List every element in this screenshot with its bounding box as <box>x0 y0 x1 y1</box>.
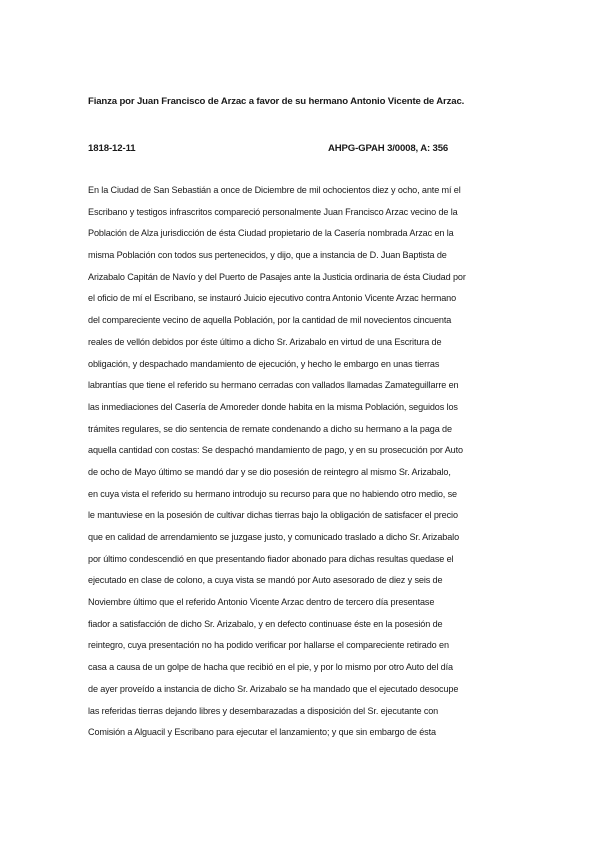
body-text-line: Escribano y testigos infrascritos compareció personalmente Juan Francisco Arzac vecino de la <box>88 206 458 217</box>
body-text-line: por último condescendió en que presentando fiador abonado para dichas resultas quedase el <box>88 553 454 564</box>
body-text-line: de ocho de Mayo último se mandó dar y se dio posesión de reintegro al mismo Sr. Arizabalo, <box>88 466 451 477</box>
body-text-line: casa a causa de un golpe de hacha que recibió en el pie, y por lo mismo por otro Auto del día <box>88 662 453 673</box>
body-text-line: le mantuviese en la posesión de cultivar dichas tierras bajo la obligación de satisfacer el precio <box>88 510 458 521</box>
body-text-line: el oficio de mí el Escribano, se instauró Juicio ejecutivo contra Antonio Vicente Arzac hermano <box>88 293 457 304</box>
document-date: 1818-12-11 <box>88 143 136 154</box>
body-text-line: labrantías que tiene el referido su hermano cerradas con vallados llamadas Zamateguillarre en <box>88 380 459 391</box>
body-text-line: En la Ciudad de San Sebastián a once de Diciembre de mil ochocientos diez y ocho, ante mí el <box>88 185 461 195</box>
body-text-line: reales de vellón debidos por éste último a dicho Sr. Arizabalo en virtud de una Escritura de <box>88 336 442 347</box>
body-text-line: reintegro, cuya presentación no ha podido verificar por hallarse el compareciente retirado en <box>88 640 449 651</box>
body-text-line: Noviembre último que el referido Antonio Vicente Arzac dentro de tercero día presentase <box>88 597 435 608</box>
body-text-line: obligación, y despachado mandamiento de ejecución, y hecho le embargo en unas tierras <box>88 358 440 369</box>
document-body <box>88 184 508 748</box>
archive-reference: AHPG-GPAH 3/0008, A: 356 <box>328 143 449 154</box>
body-text-line: las referidas tierras dejando libres y desembarazadas a disposición del Sr. ejecutante con <box>88 705 439 716</box>
body-text-line: misma Población con todos sus pertenecidos, y dijo, que a instancia de D. Juan Baptista de <box>88 250 447 261</box>
body-text-line: que en calidad de arrendamiento se juzgase justo, y comunicado traslado a dicho Sr. Arizabalo <box>88 532 460 542</box>
document-title: Fianza por Juan Francisco de Arzac a favor de su hermano Antonio Vicente de Arzac. <box>88 96 465 107</box>
body-text-line: las inmediaciones del Casería de Amoreder donde habita en la misma Población, seguidos los <box>88 401 458 412</box>
body-text-line: ejecutado en clase de colono, a cuya vista se mandó por Auto asesorado de diez y seis de <box>88 575 443 586</box>
body-text-line: fiador a satisfacción de dicho Sr. Arizabalo, y en defecto continuase éste en la posesión de <box>88 618 443 629</box>
body-text-line: trámites regulares, se dio sentencia de remate condenando a dicho su hermano a la paga de <box>88 423 452 434</box>
body-text-line: en cuya vista el referido su hermano introdujo su recurso para que no habiendo otro medio, se <box>88 488 457 499</box>
body-text-line: Población de Alza jurisdicción de ésta Ciudad propietario de la Casería nombrada Arzac en la <box>88 228 454 239</box>
body-text-line: de ayer proveído a instancia de dicho Sr. Arizabalo se ha mandado que el ejecutado desocupe <box>88 683 459 694</box>
body-text-line: aquella cantidad con costas: Se despachó mandamiento de pago, y en su prosecución por Auto <box>88 445 463 456</box>
body-text-line: Arizabalo Capitán de Navío y del Puerto de Pasajes ante la Justicia ordinaria de ésta Ciudad por <box>88 271 466 282</box>
body-text-line: del compareciente vecino de aquella Población, por la cantidad de mil novecientos cincuenta <box>88 315 452 326</box>
body-text-line: Comisión a Alguacil y Escribano para ejecutar el lanzamiento; y que sin embargo de ésta <box>88 727 436 738</box>
